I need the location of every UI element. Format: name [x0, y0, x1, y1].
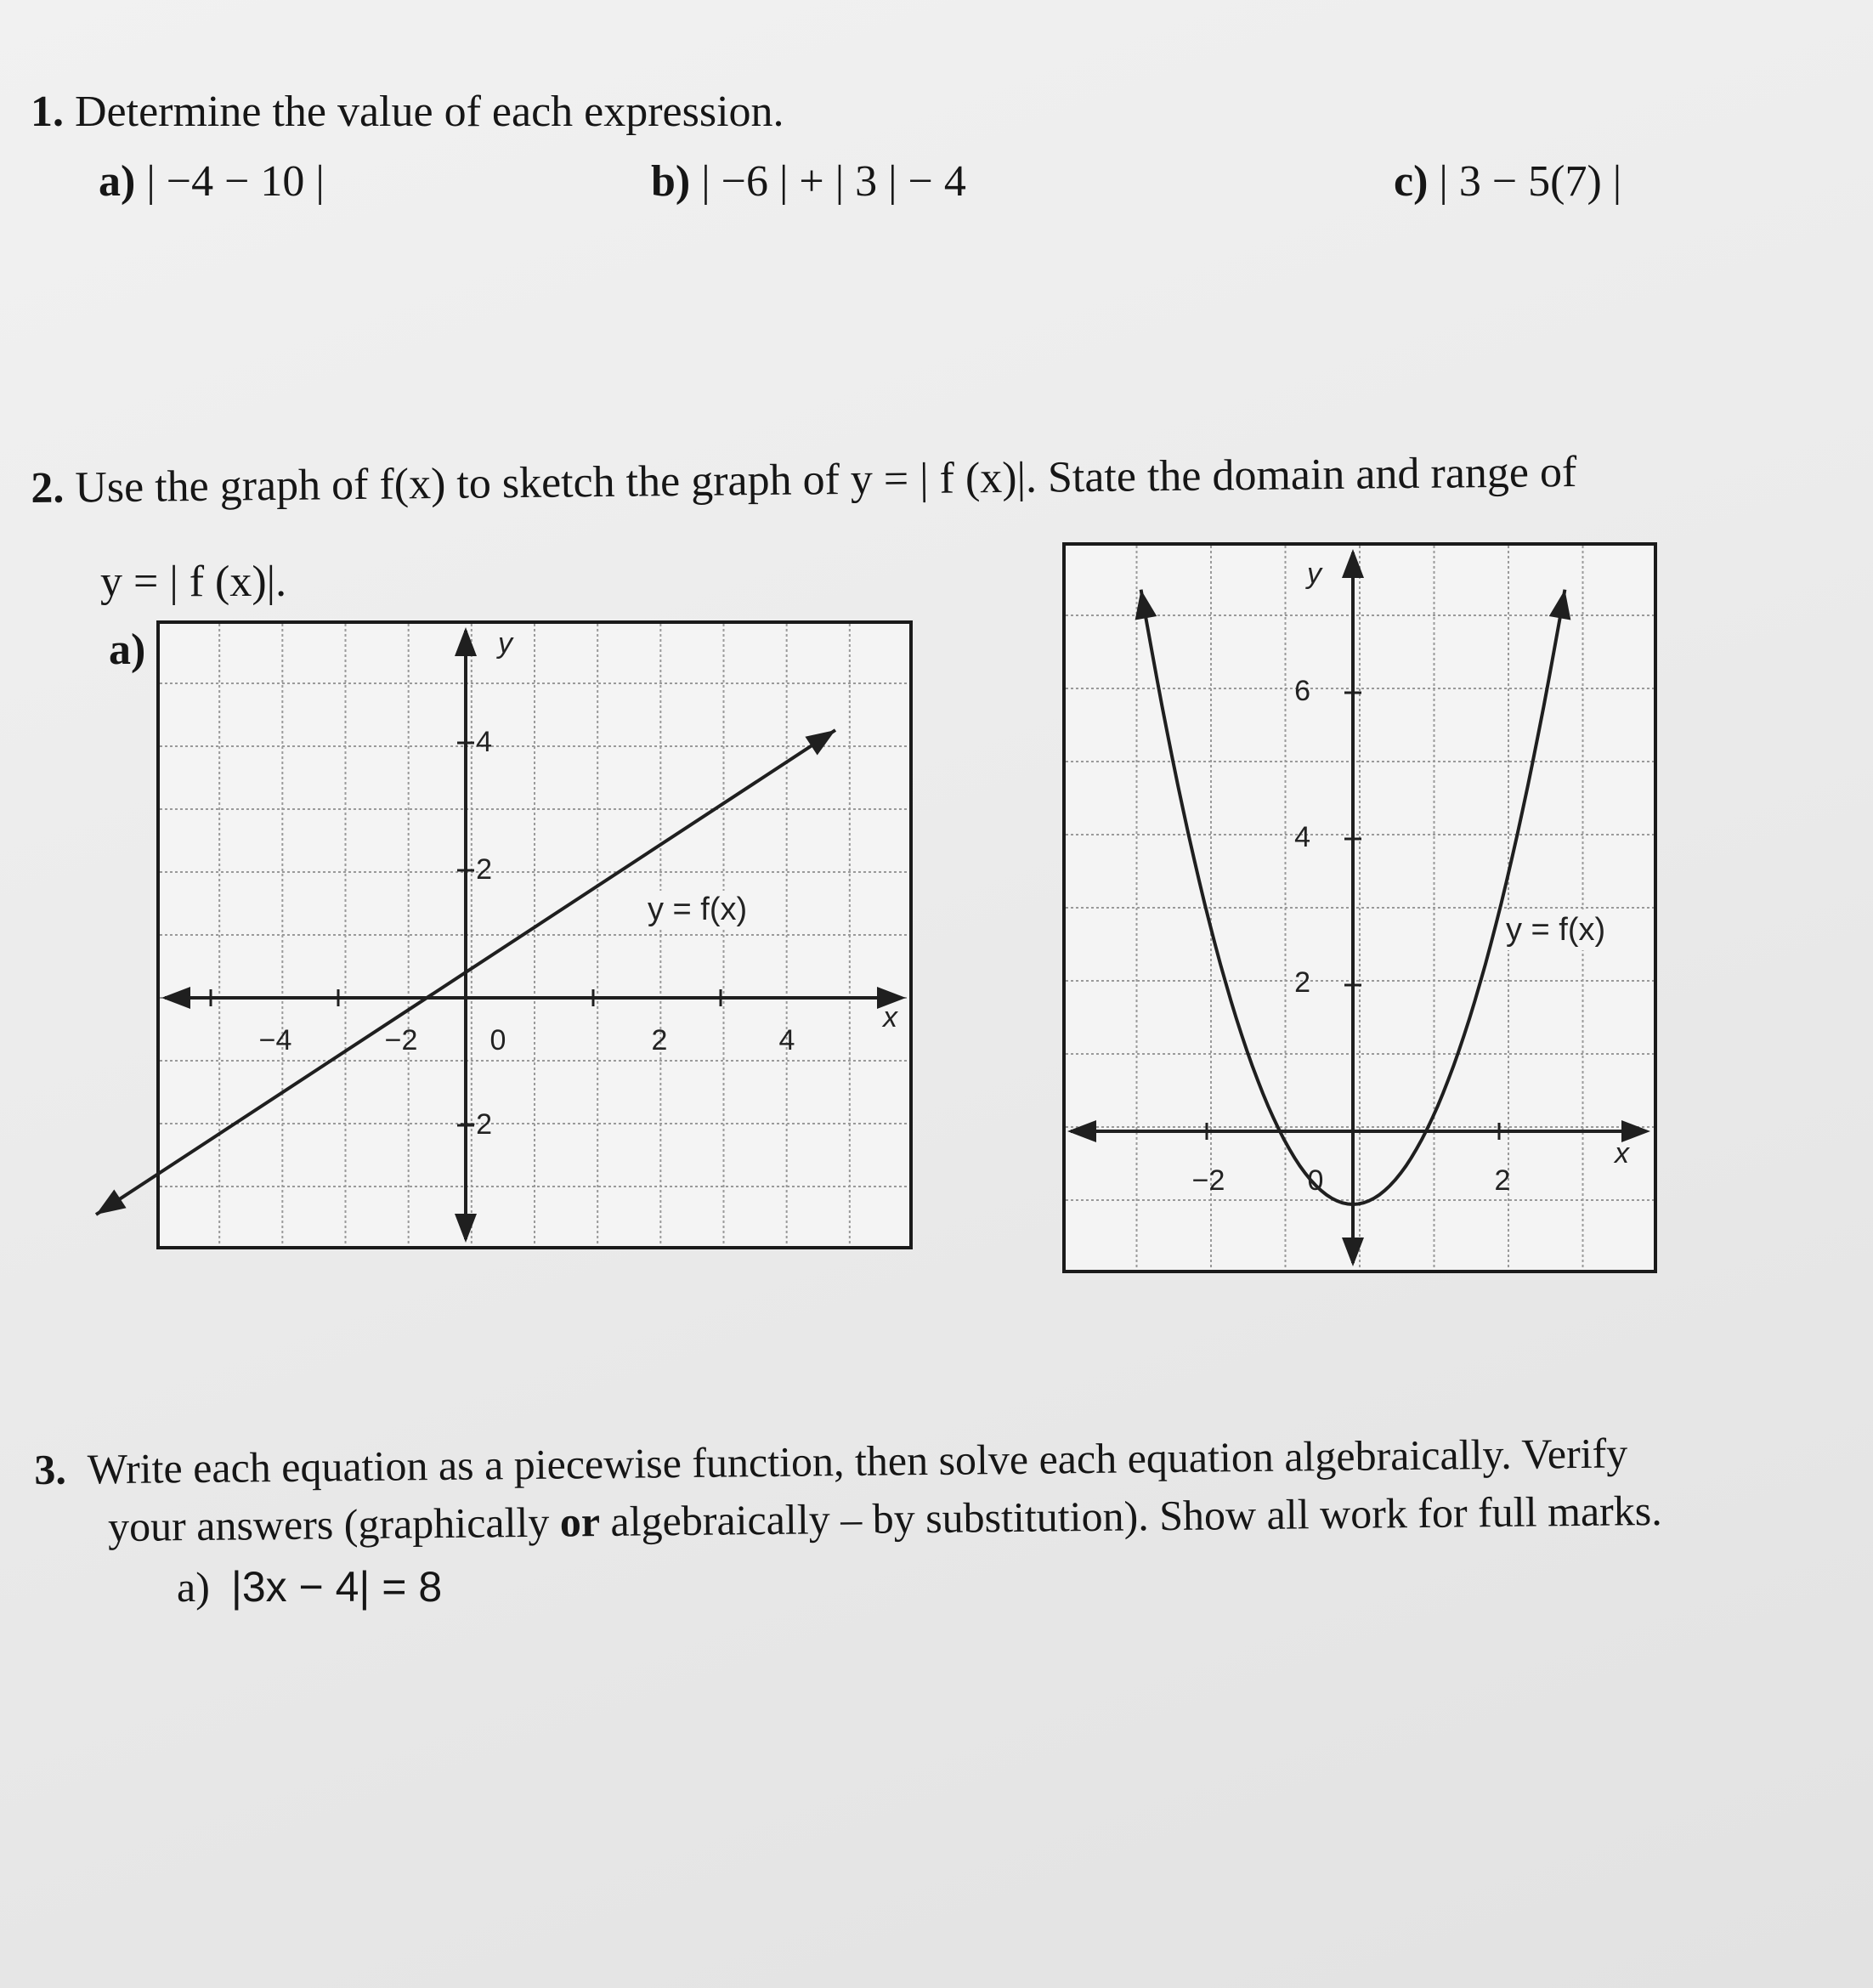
question-1-number: 1. [31, 88, 64, 136]
question-3-prompt [34, 1424, 1662, 1556]
graph-a-xtick-4: 4 [778, 1024, 795, 1056]
graph-a-xtick-neg2: −2 [384, 1024, 418, 1056]
graph-b-svg [1062, 542, 1657, 1273]
question-1c-label: c) [1394, 157, 1429, 206]
graph-a-ytick-2: 2 [476, 853, 492, 886]
question-2-text: Use the graph of f(x) to sketch the graph of y = | f (x)|. State the domain and range of [75, 447, 1577, 513]
graph-b-y-axis-label: y [1307, 558, 1321, 590]
graph-b-xtick-2: 2 [1494, 1164, 1511, 1197]
question-1a-label: a) [99, 157, 136, 206]
question-2-number: 2. [31, 463, 65, 513]
question-2a-label: a) [109, 626, 146, 674]
question-1c-expression: | 3 − 5(7) | [1439, 157, 1622, 206]
graph-b-x-axis-label: x [1615, 1137, 1629, 1170]
graph-a-xtick-2: 2 [651, 1024, 668, 1056]
graph-a-ytick-4: 4 [476, 726, 492, 758]
graph-b-xtick-neg2: −2 [1191, 1164, 1225, 1197]
question-1a [99, 156, 325, 207]
graph-b-curve-label: y = f(x) [1506, 912, 1606, 948]
question-3-text-line1: Write each equation as a piecewise function, then solve each equation algebraically. Verify [87, 1429, 1628, 1493]
question-2-prompt-line2: y = | f (x)|. [100, 558, 287, 606]
graph-a-ytick-neg2: −2 [459, 1108, 492, 1141]
question-3-number: 3. [34, 1445, 67, 1493]
question-3-text-line2-end: algebraically – by substitution). Show all work for full marks. [599, 1486, 1663, 1546]
graph-a-origin-label: 0 [489, 1024, 506, 1056]
question-1b-label: b) [651, 157, 691, 206]
question-1b-expression: | −6 | + | 3 | − 4 [701, 157, 966, 206]
question-1-prompt [31, 87, 784, 137]
graph-b-origin-label: 0 [1307, 1164, 1324, 1197]
question-2-prompt [31, 447, 1577, 513]
graph-a-curve-label: y = f(x) [648, 892, 748, 927]
question-1c [1394, 156, 1621, 207]
question-3a-label: a) [177, 1563, 210, 1611]
graph-a-svg [156, 620, 913, 1249]
graph-a-xtick-neg4: −4 [258, 1024, 292, 1056]
question-1-text: Determine the value of each expression. [75, 88, 784, 136]
question-3a-equation: |3x − 4| = 8 [230, 1563, 443, 1611]
graph-a-x-axis-label: x [883, 1001, 897, 1034]
graph-a-y-axis-label: y [498, 627, 512, 660]
question-3-text-line2-bold: or [559, 1498, 601, 1546]
graph-b-ytick-6: 6 [1294, 675, 1310, 707]
graph-b-ytick-2: 2 [1294, 966, 1310, 999]
question-1b [651, 156, 966, 207]
curve-arrow-start [96, 1189, 127, 1215]
graph-b-ytick-4: 4 [1294, 821, 1310, 853]
graph-b [1062, 542, 1657, 1273]
question-1a-expression: | −4 − 10 | [146, 157, 325, 206]
question-3-text-line2-start: your answers (graphically [107, 1498, 561, 1551]
question-3a [177, 1562, 442, 1611]
graph-a [156, 620, 913, 1249]
